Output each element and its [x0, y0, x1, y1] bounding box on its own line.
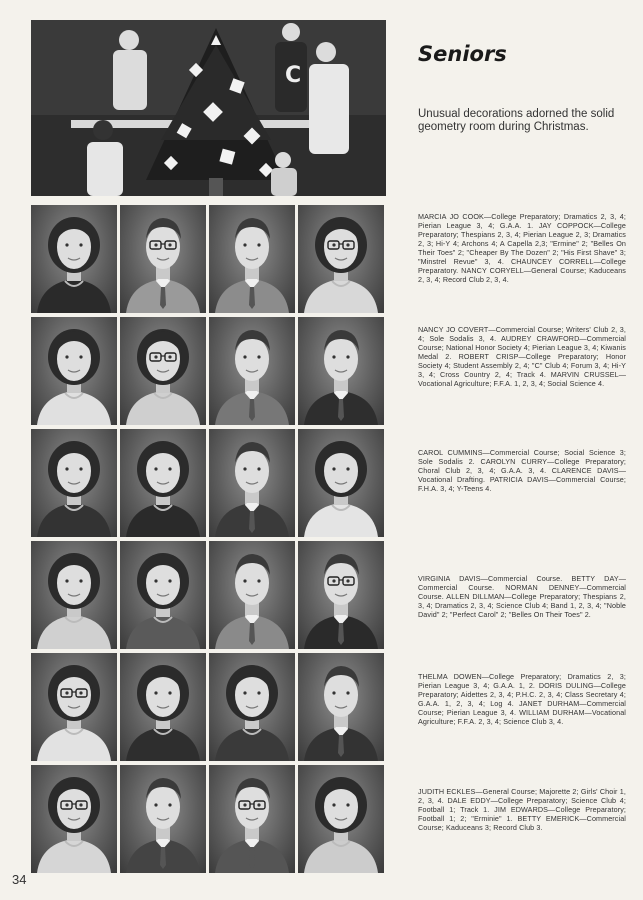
page-title: Seniors [418, 42, 507, 66]
senior-portrait [31, 765, 117, 873]
senior-portrait [31, 429, 117, 537]
senior-portrait [209, 653, 295, 761]
page-number: 34 [12, 872, 27, 887]
senior-portrait [120, 765, 206, 873]
senior-bio-row-3: CAROL CUMMINS—Commercial Course; Social Science 3; Sole Sodalis 2. CAROLYN CURRY—College Preparatory; Choral Club 2, 3, 4; G.A.A. 3, 4. CLARENCE DAVIS—Vocational Drafting. PATRICIA DAVIS—Commercial Course; F.H.A. 3, 4; Y-Teens 4. [418, 448, 626, 493]
senior-portrait [120, 653, 206, 761]
senior-portrait [209, 317, 295, 425]
senior-portrait [298, 653, 384, 761]
svg-text:C: C [285, 63, 302, 88]
senior-bio-row-1: MARCIA JO COOK—College Preparatory; Dramatics 2, 3, 4; Pierian League 3, 4; G.A.A. 1. JAY COPPOCK—College Preparatory; Thespians 2, 3, 4; Pierian League 2, 3; Dramatics 2, 3; Hi-Y 4; Archons 4; A Capella 2,3; "Ermine" 2; "Belles On Their Toes" 2; "Cheaper By The Dozen" 2; "His First Shave" 3; "Minstrel Revue" 3, 4. CHAUNCEY CORRELL—College Preparatory. NANCY CORYELL—General Course; Kaduceans 2, 3, 4; Record Club 2, 3, 4. [418, 212, 626, 284]
senior-portrait [298, 317, 384, 425]
senior-bio-row-6: JUDITH ECKLES—General Course; Majorette 2; Girls' Choir 1, 2, 3, 4. DALE EDDY—College Preparatory; Science Club 4; Football 1; Track 1. JIM EDWARDS—College Preparatory; Football 1; 2; "Erminie" 1. BETTY EMERICK—Commercial Course; Kaduceans 3; Record Club 3. [418, 787, 626, 832]
senior-portrait [209, 205, 295, 313]
senior-bio-row-2: NANCY JO COVERT—Commercial Course; Writers' Club 2, 3, 4; Sole Sodalis 3, 4. AUDREY CRAWFORD—Commercial Course; National Honor Society 4; Pierian League 3, 4; Kiwanis Medal 2. ROBERT CRISP—College Preparatory; Honor Society 4; Student Assembly 2, 4; "C" Club 4; Forum 3, 4; Hi-Y 3, 4; Cross Country 2, 4; Track 4. MARVIN CRUSSEL—Vocational Agriculture; F.F.A. 1, 2, 3, 4; Social Science 4. [418, 325, 626, 388]
senior-portrait [120, 317, 206, 425]
senior-bio-row-5: THELMA DOWEN—College Preparatory; Dramatics 2, 3; Pierian League 3, 4; G.A.A. 1, 2. DORIS DULING—College Preparatory; Aidettes 2, 3, 4; P.H.C. 2, 3, 4; Class Secretary 4; G.A.A. 1, 2, 3, 4; Log 4. JANET DURHAM—Commercial Course; Pierian League 3, 4. WILLIAM DURHAM—Vocational Agriculture; F.F.A. 2, 3, 4; Science Club 3, 4. [418, 672, 626, 726]
senior-portrait [298, 541, 384, 649]
senior-portrait [31, 205, 117, 313]
christmas-tree-photo [31, 20, 386, 196]
photo-caption: Unusual decorations adorned the solid geometry room during Christmas. [418, 108, 615, 133]
senior-portrait [209, 541, 295, 649]
senior-portrait [31, 653, 117, 761]
senior-portrait [120, 205, 206, 313]
senior-portrait [209, 429, 295, 537]
senior-bio-row-4: VIRGINIA DAVIS—Commercial Course. BETTY DAY—Commercial Course. NORMAN DENNEY—Commercial Course. ALLEN DILLMAN—College Preparatory; Thespians 2, 3, 4; Dramatics 2, 3, 4; Science Club 4; Band 1, 2, 3, 4; "Noble David" 2; "Perfect Carol" 2; "Belles On Their Toes" 2. [418, 574, 626, 619]
senior-portrait [298, 205, 384, 313]
senior-portrait [31, 317, 117, 425]
senior-portrait [31, 541, 117, 649]
senior-portrait [298, 765, 384, 873]
senior-portrait-grid [31, 205, 384, 873]
senior-portrait [298, 429, 384, 537]
senior-portrait [209, 765, 295, 873]
senior-portrait [120, 429, 206, 537]
senior-portrait [120, 541, 206, 649]
